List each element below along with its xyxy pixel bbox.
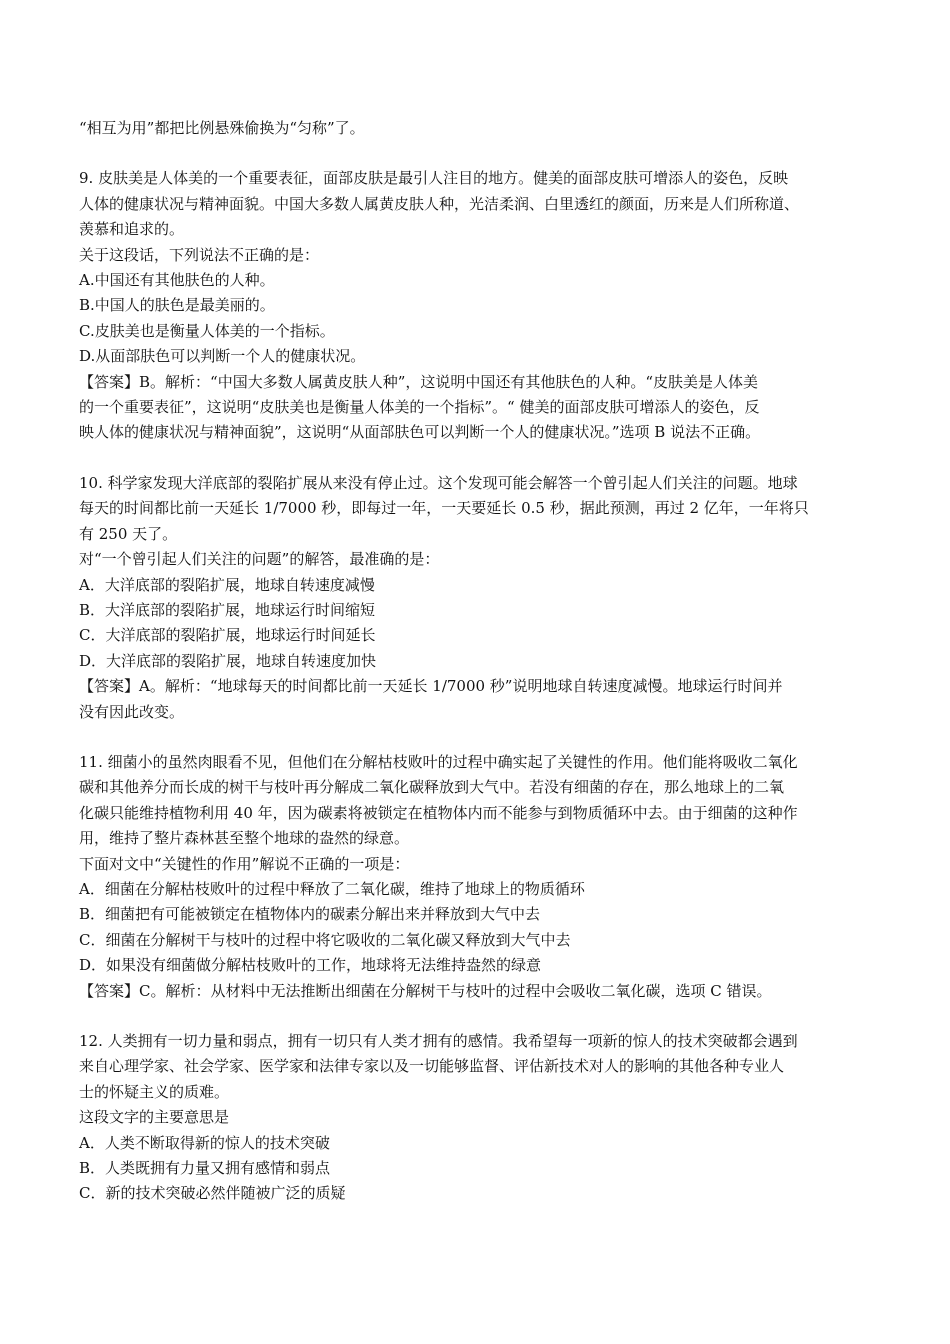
q12-stem-line: 士的怀疑主义的质难。 xyxy=(79,1082,230,1101)
q11-option-d: D．如果没有细菌做分解枯枝败叶的工作，地球将无法维持盎然的绿意 xyxy=(79,956,542,975)
q11-option-c: C．细菌在分解树干与枝叶的过程中将它吸收的二氧化碳又释放到大气中去 xyxy=(79,930,571,949)
q11-prompt: 下面对文中“关键性的作用”解说不正确的一项是： xyxy=(79,854,410,873)
q10-answer-line: 【答案】A。解析：“地球每天的时间都比前一天延长 1/7000 秒”说明地球自转速度减慢。地球运行时间并 xyxy=(79,677,783,696)
q10-stem-line: 有 250 天了。 xyxy=(79,524,178,543)
intro-line: “相互为用”都把比例悬殊偷换为“匀称”了。 xyxy=(79,119,365,137)
q9-stem-line: 人体的健康状况与精神面貌。中国大多数人属黄皮肤人种，光洁柔润、白里透红的颜面，历来是人们所称道、 xyxy=(79,194,800,213)
q11-option-b: B．细菌把有可能被锁定在植物体内的碳素分解出来并释放到大气中去 xyxy=(79,905,541,924)
q11-stem-line: 化碳只能维持植物利用 40 年，因为碳素将被锁定在植物体内而不能参与到物质循环中去。由于细菌的这种作 xyxy=(79,803,798,822)
q9-answer-line: 的一个重要表征”，这说明“皮肤美也是衡量人体美的一个指标”。“ 健美的面部皮肤可增添人的姿色，反 xyxy=(79,398,760,417)
document-page xyxy=(79,116,873,1232)
q12-option-a: A．人类不断取得新的惊人的技术突破 xyxy=(79,1133,330,1152)
q12-option-c: C．新的技术突破必然伴随被广泛的质疑 xyxy=(79,1184,346,1203)
question-12 xyxy=(79,1029,873,1207)
q10-option-a: A．大洋底部的裂陷扩展，地球自转速度减慢 xyxy=(79,575,375,594)
q12-prompt: 这段文字的主要意思是 xyxy=(79,1108,230,1127)
q9-stem-line: 羡慕和追求的。 xyxy=(79,220,185,239)
q9-stem-line: 9. 皮肤美是人体美的一个重要表征，面部皮肤是最引人注目的地方。健美的面部皮肤可增添人的姿色，反映 xyxy=(79,169,789,188)
q10-option-c: C．大洋底部的裂陷扩展，地球运行时间延长 xyxy=(79,626,376,645)
q9-answer-line: 【答案】B。解析：“中国大多数人属黄皮肤人种”，这说明中国还有其他肤色的人种。“皮肤美是人体美 xyxy=(79,372,759,391)
question-10 xyxy=(79,471,873,725)
intro-paragraph xyxy=(79,116,873,141)
q10-stem-line: 每天的时间都比前一天延长 1/7000 秒，即每过一年，一天要延长 0.5 秒，据此预测，再过 2 亿年，一年将只 xyxy=(79,499,809,518)
q11-stem-line: 碳和其他养分而长成的树干与枝叶再分解成二氧化碳释放到大气中。若没有细菌的存在，那么地球上的二氧 xyxy=(79,778,785,797)
q10-stem-line: 10. 科学家发现大洋底部的裂陷扩展从来没有停止过。这个发现可能会解答一个曾引起人们关注的问题。地球 xyxy=(79,473,798,492)
q12-stem-line: 来自心理学家、社会学家、医学家和法律专家以及一切能够监督、评估新技术对人的影响的其他各种专业人 xyxy=(79,1057,785,1076)
q12-option-b: B．人类既拥有力量又拥有感情和弱点 xyxy=(79,1159,331,1178)
q9-option-b: B.中国人的肤色是最美丽的。 xyxy=(79,296,275,315)
question-11 xyxy=(79,750,873,1004)
q9-prompt: 关于这段话，下列说法不正确的是： xyxy=(79,245,320,264)
q11-stem-line: 用，维持了整片森林甚至整个地球的盎然的绿意。 xyxy=(79,829,410,848)
question-9 xyxy=(79,166,873,445)
q10-option-d: D．大洋底部的裂陷扩展，地球自转速度加快 xyxy=(79,651,377,670)
q10-option-b: B．大洋底部的裂陷扩展，地球运行时间缩短 xyxy=(79,600,376,619)
q11-option-a: A．细菌在分解枯枝败叶的过程中释放了二氧化碳，维持了地球上的物质循环 xyxy=(79,879,585,898)
q10-prompt: 对“一个曾引起人们关注的问题”的解答，最准确的是： xyxy=(79,550,440,569)
q11-answer-line: 【答案】C。解析：从材料中无法推断出细菌在分解树干与枝叶的过程中会吸收二氧化碳，选项 C 错误。 xyxy=(79,981,772,1000)
q12-stem-line: 12. 人类拥有一切力量和弱点，拥有一切只有人类才拥有的感情。我希望每一项新的惊人的技术突破都会遇到 xyxy=(79,1032,798,1050)
q10-answer-line: 没有因此改变。 xyxy=(79,702,185,721)
q11-stem-line: 11. 细菌小的虽然肉眼看不见，但他们在分解枯枝败叶的过程中确实起了关键性的作用。他们能将吸收二氧化 xyxy=(79,752,798,771)
q9-answer-line: 映人体的健康状况与精神面貌”，这说明“从面部肤色可以判断一个人的健康状况。”选项 B 说法不正确。 xyxy=(79,423,761,442)
q9-option-c: C.皮肤美也是衡量人体美的一个指标。 xyxy=(79,321,335,340)
q9-option-a: A.中国还有其他肤色的人种。 xyxy=(79,271,275,290)
q9-option-d: D.从面部肤色可以判断一个人的健康状况。 xyxy=(79,347,366,366)
